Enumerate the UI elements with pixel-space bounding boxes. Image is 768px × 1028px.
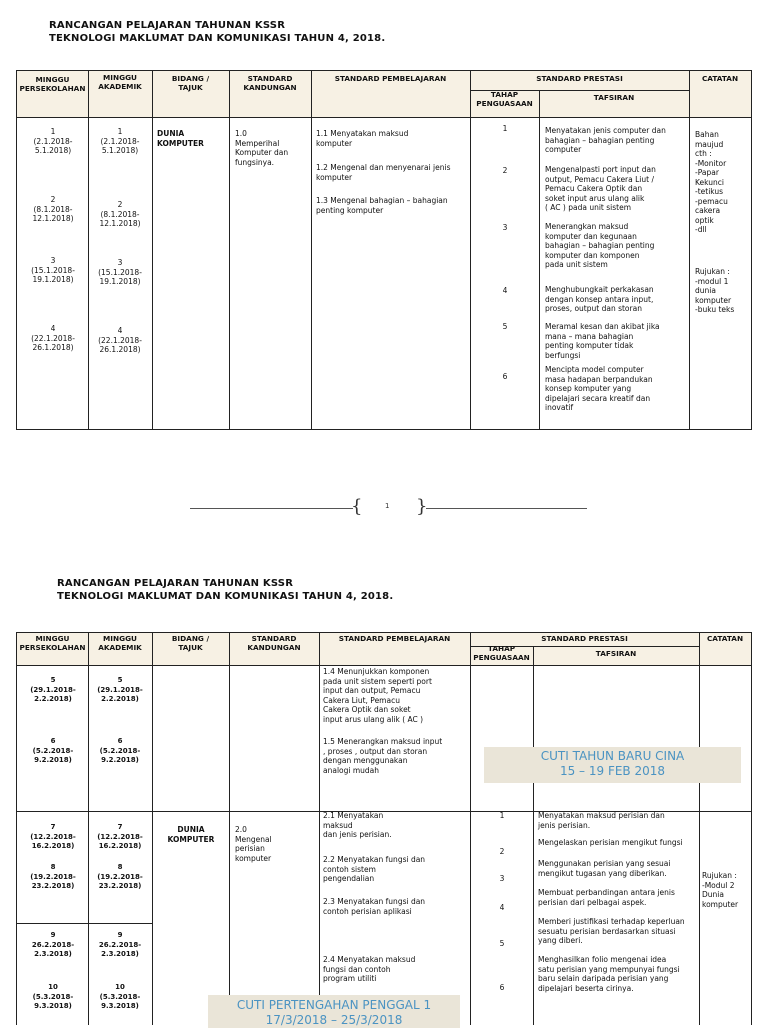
header-standard-prestasi: STANDARD PRESTASI <box>536 74 623 83</box>
header2-bidang: BIDANG / TAJUK <box>171 634 210 652</box>
pembelajaran-item-1: 1.1 Menyatakan maksud komputer <box>316 129 409 148</box>
tahap-4: 4 <box>502 286 508 295</box>
tafsiran2-6: Menghasilkan folio mengenai idea satu perisian yang mempunyai fungsi baru selain daripada perisian yang dipelajari beserta cirinya. <box>538 955 680 993</box>
title-line-2-p2: TEKNOLOGI MAKLUMAT DAN KOMUNIKASI TAHUN 4, 2018. <box>57 591 394 602</box>
pembelajaran2-item-5: 1.5 Menerangkan maksud input , proses , output dan storan dengan menggunakan analogi mudah <box>323 737 443 775</box>
week2-akademik-7: 7 (12.2.2018- 16.2.2018) <box>97 823 143 850</box>
title-line-1-p2: RANCANGAN PELAJARAN TAHUNAN KSSR <box>57 578 294 589</box>
tahap-3: 3 <box>502 223 508 232</box>
tafsiran2-2: Mengelaskan perisian mengikut fungsi <box>538 838 683 847</box>
header2-standard-kandungan: STANDARD KANDUNGAN <box>247 634 301 652</box>
tafsiran-5: Meramal kesan dan akibat jika mana – mana bahagian penting komputer tidak berfungsi <box>545 322 660 360</box>
week-akademik-4: 4 (22.1.2018- 26.1.2018) <box>98 326 142 354</box>
header2-tafsiran: TAFSIRAN <box>595 649 637 658</box>
tafsiran2-4: Membuat perbandingan antara jenis perisian dari pelbagai aspek. <box>538 888 675 907</box>
week-sekolah-2: 2 (8.1.2018- 12.1.2018) <box>32 195 74 223</box>
tahap2-3: 3 <box>499 874 505 883</box>
header2-tahap-penguasaan: TAHAP PENGUASAAN <box>473 644 530 662</box>
bidang-tajuk: DUNIA KOMPUTER <box>157 129 204 148</box>
page-divider-left <box>190 508 353 509</box>
title-line-1: RANCANGAN PELAJARAN TAHUNAN KSSR <box>49 20 286 31</box>
header-standard-pembelajaran: STANDARD PEMBELAJARAN <box>334 74 447 83</box>
tafsiran-6: Mencipta model computer masa hadapan berpandukan konsep komputer yang dipelajari secara kreatif dan inovatif <box>545 365 653 412</box>
tahap2-5: 5 <box>499 939 505 948</box>
header2-catatan: CATATAN <box>706 634 744 643</box>
week-sekolah-1: 1 (2.1.2018- 5.1.2018) <box>33 127 73 155</box>
header-standard-kandungan: STANDARD KANDUNGAN <box>243 74 297 92</box>
page-number: 1 <box>385 502 390 510</box>
week-sekolah-3: 3 (15.1.2018- 19.1.2018) <box>31 256 75 284</box>
week2-sekolah-5: 5 (29.1.2018- 2.2.2018) <box>30 676 76 703</box>
tahap2-6: 6 <box>499 983 505 992</box>
lesson-plan-table-1 <box>16 70 752 430</box>
pembelajaran-item-2: 1.2 Mengenal dan menyenarai jenis komputer <box>316 163 451 182</box>
header-tafsiran: TAFSIRAN <box>593 93 635 102</box>
tafsiran2-3: Menggunakan perisian yang sesuai mengikut tugasan yang diberikan. <box>538 859 671 878</box>
tahap2-1: 1 <box>499 811 505 820</box>
tahap-2: 2 <box>502 166 508 175</box>
tahap2-4: 4 <box>499 903 505 912</box>
document-title-2 <box>57 577 393 603</box>
brace-left-icon: { <box>351 496 363 517</box>
tafsiran-3: Menerangkan maksud komputer dan kegunaan bahagian – bahagian penting komputer dan komponen pada unit sistem <box>545 222 655 269</box>
standard2-kandungan: 2.0 Mengenal perisian komputer <box>235 825 272 863</box>
tafsiran-2: Mengenalpasti port input dan output, Pemacu Cakera Liut / Pemacu Cakera Optik dan soket input arus ulang alik ( AC ) pada unit sistem <box>545 165 656 212</box>
header-tahap-penguasaan: TAHAP PENGUASAAN <box>476 90 533 108</box>
lesson-plan-table-2 <box>16 632 752 1025</box>
holiday-banner-mid-term: CUTI PERTENGAHAN PENGGAL 1 17/3/2018 – 25/3/2018 <box>208 995 460 1028</box>
week-akademik-2: 2 (8.1.2018- 12.1.2018) <box>99 200 141 228</box>
brace-right-icon: } <box>416 496 428 517</box>
tahap-5: 5 <box>502 322 508 331</box>
header-minggu-akademik: MINGGU AKADEMIK <box>98 73 142 91</box>
header2-minggu-akademik: MINGGU AKADEMIK <box>98 634 142 652</box>
week-sekolah-4: 4 (22.1.2018- 26.1.2018) <box>31 324 75 352</box>
header2-standard-prestasi: STANDARD PRESTASI <box>541 634 628 643</box>
header2-minggu-persekolahan: MINGGU PERSEKOLAHAN <box>19 634 86 652</box>
title-line-2: TEKNOLOGI MAKLUMAT DAN KOMUNIKASI TAHUN 4, 2018. <box>49 33 386 44</box>
header2-standard-pembelajaran: STANDARD PEMBELAJARAN <box>338 634 451 643</box>
pembelajaran2-item-2-2: 2.2 Menyatakan fungsi dan contoh sistem pengendalian <box>323 855 426 883</box>
week-akademik-1: 1 (2.1.2018- 5.1.2018) <box>100 127 140 155</box>
week2-akademik-6: 6 (5.2.2018- 9.2.2018) <box>99 737 141 764</box>
catatan-bahan: Bahan maujud cth : -Monitor -Papar Kekunci -tetikus -pemacu cakera optik -dll <box>695 130 728 234</box>
pembelajaran2-item-4: 1.4 Menunjukkan komponen pada unit sistem seperti port input dan output, Pemacu Cakera Liut, Pemacu Cakera Optik dan soket input arus ulang alik ( AC ) <box>323 667 432 724</box>
header-bidang: BIDANG / TAJUK <box>171 74 210 92</box>
tahap-6: 6 <box>502 372 508 381</box>
document-title-1 <box>49 19 385 45</box>
catatan-rujukan: Rujukan : -modul 1 dunia komputer -buku teks <box>695 267 735 314</box>
header-minggu-persekolahan: MINGGU PERSEKOLAHAN <box>19 75 86 93</box>
header-catatan: CATATAN <box>701 74 739 83</box>
week2-akademik-10: 10 (5.3.2018- 9.3.2018) <box>99 983 141 1010</box>
week2-sekolah-6: 6 (5.2.2018- 9.2.2018) <box>32 737 74 764</box>
tahap2-2: 2 <box>499 847 505 856</box>
tafsiran-1: Menyatakan jenis computer dan bahagian – bahagian penting computer <box>545 126 666 154</box>
holiday-banner-cny: CUTI TAHUN BARU CINA 15 – 19 FEB 2018 <box>484 747 741 783</box>
tafsiran2-1: Menyatakan maksud perisian dan jenis perisian. <box>538 811 665 830</box>
standard-kandungan: 1.0 Memperihal Komputer dan fungsinya. <box>235 129 289 167</box>
week2-akademik-8: 8 (19.2.2018- 23.2.2018) <box>97 863 143 890</box>
week2-akademik-5: 5 (29.1.2018- 2.2.2018) <box>97 676 143 703</box>
week2-sekolah-7: 7 (12.2.2018- 16.2.2018) <box>30 823 76 850</box>
catatan2-rujukan: Rujukan : -Modul 2 Dunia komputer <box>702 871 739 909</box>
pembelajaran-item-3: 1.3 Mengenal bahagian – bahagian penting komputer <box>316 196 448 215</box>
week2-sekolah-9: 9 26.2.2018- 2.3.2018) <box>31 931 75 958</box>
week-akademik-3: 3 (15.1.2018- 19.1.2018) <box>98 258 142 286</box>
page-divider-right <box>426 508 587 509</box>
tafsiran2-5: Memberi justifikasi terhadap keperluan sesuatu perisian berdasarkan situasi yang diberi. <box>538 917 685 945</box>
bidang2-tajuk: DUNIA KOMPUTER <box>167 825 215 844</box>
pembelajaran2-item-2-1: 2.1 Menyatakan maksud dan jenis perisian. <box>323 811 392 839</box>
week2-sekolah-10: 10 (5.3.2018- 9.3.2018) <box>32 983 74 1010</box>
tahap-1: 1 <box>502 124 508 133</box>
week2-sekolah-8: 8 (19.2.2018- 23.2.2018) <box>30 863 76 890</box>
tafsiran-4: Menghubungkait perkakasan dengan konsep antara input, proses, output dan storan <box>545 285 654 313</box>
week2-akademik-9: 9 26.2.2018- 2.3.2018) <box>98 931 142 958</box>
pembelajaran2-item-2-3: 2.3 Menyatakan fungsi dan contoh perisian aplikasi <box>323 897 426 916</box>
pembelajaran2-item-2-4: 2.4 Menyatakan maksud fungsi dan contoh program utiliti <box>323 955 416 983</box>
